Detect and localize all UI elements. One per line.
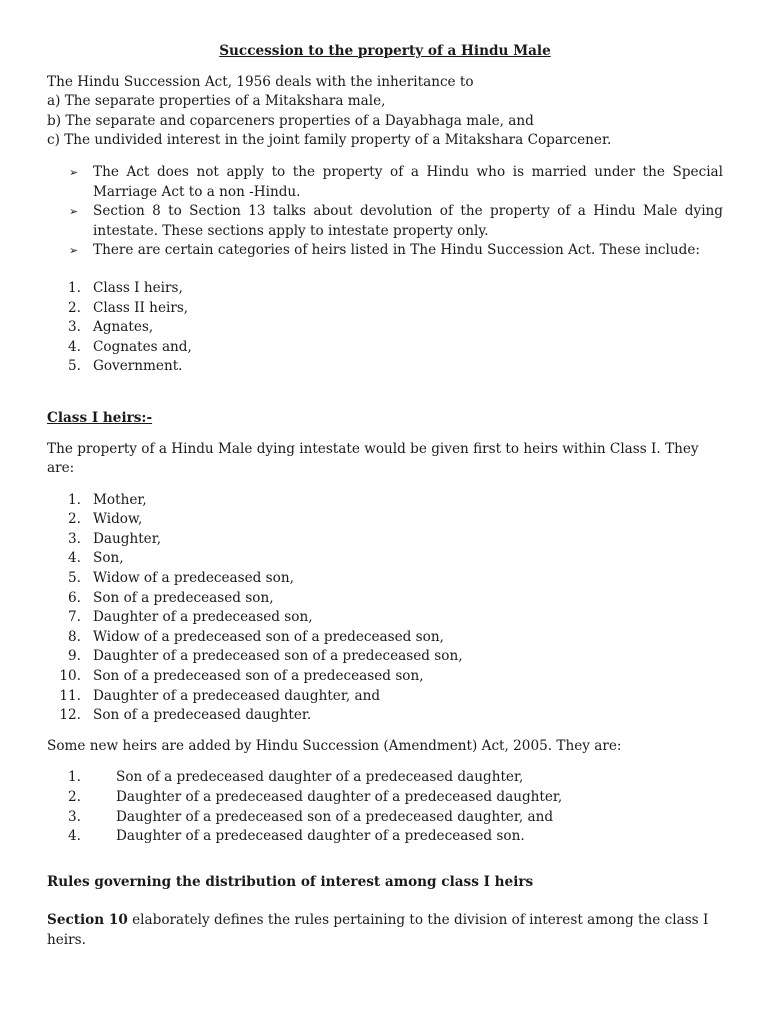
- list-item: [47, 667, 723, 687]
- intro-line: The Hindu Succession Act, 1956 deals with the inheritance to: [47, 73, 474, 90]
- list-item: [47, 647, 723, 667]
- bullet-text: There are certain categories of heirs listed in The Hindu Succession Act. These include:: [93, 242, 700, 259]
- class1-heirs-list: [47, 491, 723, 726]
- document-title: Succession to the property of a Hindu Male: [219, 43, 551, 59]
- list-text: Son of a predeceased daughter of a predeceased daughter,: [116, 769, 524, 786]
- list-number: 3.: [68, 530, 81, 547]
- bullet-text: The Act does not apply to the property of a Hindu who is married under the Special Marriage Act to a non -Hindu.: [93, 163, 723, 200]
- list-text: Class I heirs,: [93, 279, 183, 296]
- list-text: Daughter of a predeceased daughter of a predeceased son.: [116, 828, 525, 845]
- class1-intro: The property of a Hindu Male dying intestate would be given first to heirs within Class I. They are:: [47, 440, 699, 477]
- list-item: [47, 549, 723, 569]
- list-number: 2.: [68, 299, 81, 316]
- section10-paragraph: [47, 911, 723, 950]
- list-text: Son of a predeceased son,: [93, 589, 274, 606]
- list-text: Widow of a predeceased son,: [93, 570, 294, 587]
- list-text: Son of a predeceased daughter.: [93, 707, 312, 724]
- list-number: 4.: [68, 338, 81, 355]
- bullet-item: [47, 202, 723, 241]
- bullet-item: [47, 163, 723, 202]
- list-number: 4.: [68, 550, 81, 567]
- list-text: Daughter of a predeceased son,: [93, 609, 313, 626]
- list-item: [47, 338, 723, 358]
- list-number: 1.: [68, 491, 81, 508]
- list-text: Mother,: [93, 491, 147, 508]
- arrow-bullet-icon: ➢: [69, 244, 79, 258]
- list-item: [47, 589, 723, 609]
- bullet-item: [47, 241, 723, 261]
- list-number: 1.: [68, 769, 81, 786]
- list-text: Daughter,: [93, 530, 162, 547]
- list-number: 4.: [68, 828, 81, 845]
- list-text: Daughter of a predeceased daughter, and: [93, 687, 381, 704]
- list-text: Son of a predeceased son of a predeceased son,: [93, 668, 424, 685]
- bullet-text: Section 8 to Section 13 talks about devolution of the property of a Hindu Male dying intestate. These sections apply to intestate property only.: [93, 203, 723, 239]
- document-page: [47, 42, 723, 951]
- list-item: [47, 706, 723, 726]
- list-item: [47, 491, 723, 511]
- list-item: [47, 510, 723, 530]
- list-item: [47, 808, 723, 828]
- heir-categories-list: [47, 279, 723, 377]
- list-number: 7.: [68, 609, 81, 626]
- list-number: 5.: [68, 358, 81, 375]
- list-text: Widow,: [93, 511, 143, 528]
- list-text: Daughter of a predeceased daughter of a predeceased daughter,: [116, 789, 563, 805]
- list-text: Daughter of a predeceased son of a predeceased daughter, and: [116, 808, 554, 825]
- list-item: [47, 569, 723, 589]
- list-number: 10.: [59, 668, 81, 685]
- list-item: [47, 299, 723, 319]
- list-text: Agnates,: [93, 319, 154, 336]
- list-item: [47, 530, 723, 550]
- list-number: 5.: [68, 570, 81, 587]
- list-text: Government.: [93, 358, 183, 375]
- intro-line: a) The separate properties of a Mitakshara male,: [47, 93, 386, 110]
- list-item: [47, 279, 723, 299]
- list-text: Son,: [93, 550, 124, 567]
- list-number: 6.: [68, 589, 81, 606]
- list-number: 3.: [68, 319, 81, 336]
- list-item: [47, 318, 723, 338]
- list-item: [47, 628, 723, 648]
- list-number: 8.: [68, 628, 81, 645]
- intro-line: c) The undivided interest in the joint family property of a Mitakshara Coparcener.: [47, 132, 612, 149]
- list-text: Class II heirs,: [93, 299, 189, 316]
- rules-heading: Rules governing the distribution of interest among class I heirs: [47, 873, 534, 890]
- new-heirs-list: [47, 768, 723, 846]
- arrow-bullet-icon: ➢: [69, 205, 79, 219]
- amendment-intro: Some new heirs are added by Hindu Succession (Amendment) Act, 2005. They are:: [47, 737, 622, 754]
- class1-heading: Class I heirs:-: [47, 409, 153, 426]
- section10-label: Section 10: [47, 912, 128, 929]
- list-number: 2.: [68, 511, 81, 528]
- bullet-list: [47, 163, 723, 261]
- list-item: [47, 827, 723, 847]
- list-text: Daughter of a predeceased son of a predeceased son,: [93, 648, 463, 665]
- list-number: 1.: [68, 279, 81, 296]
- list-item: [47, 357, 723, 377]
- list-number: 11.: [59, 687, 81, 704]
- list-number: 3.: [68, 808, 81, 825]
- arrow-bullet-icon: ➢: [69, 165, 79, 179]
- list-number: 9.: [68, 648, 81, 665]
- section10-text: elaborately defines the rules pertaining to the division of interest among the class I heirs.: [47, 912, 709, 948]
- list-text: Cognates and,: [93, 338, 192, 355]
- intro-line: b) The separate and coparceners properties of a Dayabhaga male, and: [47, 112, 534, 129]
- list-number: 2.: [68, 789, 81, 805]
- list-text: Widow of a predeceased son of a predeceased son,: [93, 628, 444, 645]
- list-item: [47, 768, 723, 788]
- list-number: 12.: [59, 707, 81, 724]
- list-item: [47, 687, 723, 707]
- list-item: [47, 608, 723, 628]
- list-item: [47, 788, 723, 808]
- intro-paragraph: [47, 73, 723, 151]
